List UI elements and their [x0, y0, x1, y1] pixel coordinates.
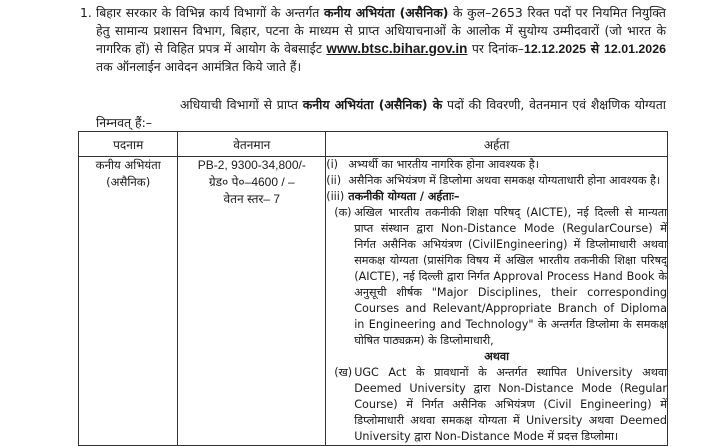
pay-band: PB-2, 9300-34,800/- [197, 158, 306, 172]
para1-text-b: के कुल–2653 रिक्त पदों पर नियमित नियुक्ति हेतु सामान्य प्रशासन विभाग, बिहार, पटना के माध्यम से प्राप्त अधियाचनाओं के आलोक में सुयोग्य उम्मीदवारों (जो भारत के नागरिक हों) से विहित प्रपत्र में आयोग के वेबसाईट [96, 5, 666, 56]
end-date: 12.01.2026 [603, 42, 666, 56]
paragraph-1 [80, 4, 666, 76]
para1-text-d: तक ऑनलाईन आवेदन आमंत्रित किये जाते हैं। [96, 59, 302, 74]
item-marker: (iii) [326, 190, 345, 203]
sub-text: UGC Act के प्रावधानों के अन्तर्गत स्थापित University अथवा Deemed University द्वारा Non-Distance Mode (Regular Course) में निर्गत असैनिक अभियंत्रण (Civil Engineering) में डिप्लोमाधारी अथवा समकक्ष योग्यता में University अथवा Deemed University द्वारा Non-Distance Mode में प्रदत्त डिप्लोमा। [354, 366, 667, 443]
item-heading: तकनीकी योग्यता / अर्हताः– [348, 190, 460, 203]
item-text: असैनिक अभियंत्रण में डिप्लोमा अथवा समकक्ष योग्यताधारी होना आवश्यक है। [348, 174, 661, 187]
start-date: 12.12.2025 [523, 42, 586, 56]
table-header-row [79, 132, 668, 157]
qualification-sub-kha [326, 365, 667, 445]
item-marker: (i) [326, 158, 339, 171]
sub-marker: (ख) [334, 366, 353, 379]
post-name-2: कनीय अभियंता (असैनिक) के [302, 97, 443, 112]
para1-text-c: पर दिनांक– [467, 41, 524, 56]
qualification-item-ii [326, 173, 667, 189]
item-marker: (ii) [326, 174, 342, 187]
qualification-sub-ka [326, 205, 667, 349]
qualification-table [78, 131, 668, 446]
or-label: अथवा [484, 350, 510, 363]
pay-level: वेतन स्तर– 7 [223, 192, 281, 206]
table-row [79, 157, 668, 446]
designation-cell [79, 157, 178, 446]
item-text: अभ्यर्थी का भारतीय नागरिक होना आवश्यक है। [348, 158, 539, 171]
header-pay-scale: वेतनमान [178, 132, 326, 157]
header-qualification: अर्हता [326, 132, 668, 157]
para2-text-b: पदों की विवरणी, वेतनमान एवं शैक्षणिक योग्यता निम्नवत् हैं:– [96, 97, 666, 130]
post-name: कनीय अभियंता (असैनिक) [324, 5, 449, 20]
website-link[interactable]: www.btsc.bihar.gov.in [326, 41, 468, 56]
paragraph-2 [96, 96, 666, 132]
paragraph-number: 1. [80, 5, 92, 20]
designation-line: कनीय अभियंता [95, 158, 161, 172]
date-separator: से [585, 41, 604, 56]
qualification-cell [326, 157, 668, 446]
sub-marker: (क) [334, 206, 352, 219]
para2-text-a: अधियाची विभागों से प्राप्त [180, 97, 303, 112]
grade-pay: ग्रेड० पे०–4600 / – [208, 175, 295, 189]
para1-text-a: बिहार सरकार के विभिन्न कार्य विभागों के अन्तर्गत [96, 5, 324, 20]
pay-scale-cell [178, 157, 326, 446]
header-designation: पदनाम [79, 132, 178, 157]
qualification-item-i [326, 157, 667, 173]
designation-line: (असैनिक) [106, 175, 151, 189]
qualification-item-iii [326, 189, 667, 205]
sub-text: अखिल भारतीय तकनीकी शिक्षा परिषद् (AICTE), नई दिल्ली से मान्यता प्राप्त संस्थान द्वारा Non-Distance Mode (RegularCourse) में निर्गत असैनिक अभियंत्रण (CivilEngineering) में डिप्लोमाधारी अथवा समकक्ष योग्यता (प्रासंगिक विषय में अखिल भारतीय तकनीकी शिक्षा परिषद् (AICTE), नई दिल्ली द्वारा निर्गत Approval Process Hand Book के अनुसूची शीर्षक "Major Disciplines, their corresponding Courses and Relevant/Appropriate Branch of Diploma in Engineering and Technology" के अन्तर्गत डिप्लोमा के समकक्ष घोषित पाठ्यक्रम) के डिप्लोमाधारी, [354, 206, 667, 347]
